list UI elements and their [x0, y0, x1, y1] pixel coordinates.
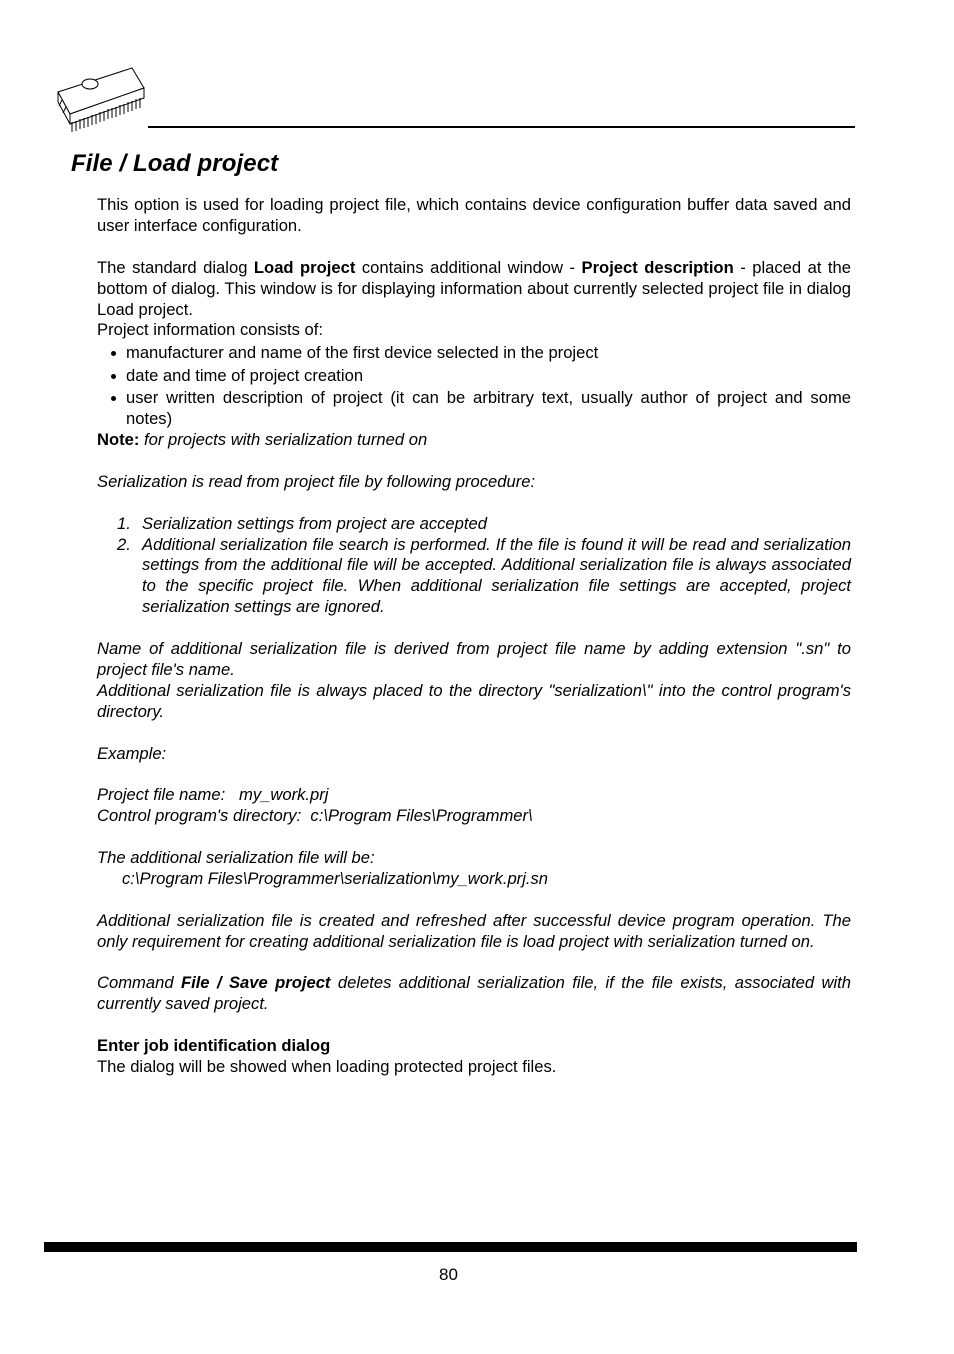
page-number: 80	[439, 1265, 458, 1284]
dialog-paragraph	[97, 258, 851, 321]
procedure-intro: Serialization is read from project file by following procedure:	[97, 471, 536, 491]
text-run: The standard dialog	[97, 257, 254, 277]
bold-term: File / Save project	[180, 973, 331, 993]
note-text: for projects with serialization turned on	[139, 430, 428, 450]
bold-term: Project description	[581, 257, 734, 277]
step-text: Serialization settings from project are accepted	[142, 513, 487, 533]
directory-paragraph: Additional serialization file is always placed to the directory "serialization\" into the control program's directory.	[97, 680, 851, 721]
list-item	[97, 535, 851, 619]
note-paragraph	[97, 430, 851, 451]
text-run: deletes additional serialization file, if the file exists, associated with currently saved project.	[97, 973, 851, 1014]
text-run: Command	[97, 973, 181, 993]
list-item: manufacturer and name of the first device selected in the project	[97, 343, 851, 364]
ic-chip-icon	[54, 62, 150, 136]
procedure-steps	[97, 514, 851, 619]
subheading-text: Enter job identification dialog	[97, 1036, 331, 1056]
body-content	[97, 195, 851, 1078]
subheading-paragraph: The dialog will be showed when loading protected project files.	[97, 1057, 557, 1077]
result-label: The additional serialization file will be:	[97, 848, 375, 868]
footer-rule	[44, 1242, 857, 1252]
step-number: 1.	[117, 513, 131, 533]
command-paragraph	[97, 973, 851, 1015]
page-title: File / Load project	[71, 150, 279, 177]
example-label: Example:	[97, 743, 167, 763]
result-path: c:\Program Files\Programmer\serialization\my_work.prj.sn	[122, 868, 549, 888]
list-item: date and time of project creation	[97, 366, 851, 387]
step-number: 2.	[117, 534, 131, 554]
example-directory: Control program's directory: c:\Program Files\Programmer\	[97, 806, 533, 826]
note-label: Note:	[97, 430, 140, 450]
naming-paragraph: Name of additional serialization file is derived from project file name by adding extension ".sn" to project file's name.	[97, 639, 851, 679]
bold-term: Load project	[253, 257, 356, 277]
text-run: contains additional window -	[355, 257, 582, 277]
info-list	[97, 343, 851, 430]
list-item	[97, 514, 851, 535]
info-intro: Project information consists of:	[97, 320, 323, 340]
header-rule	[148, 126, 855, 128]
intro-paragraph: This option is used for loading project file, which contains device configuration buffer data saved and user interface configuration.	[97, 195, 851, 235]
example-project: Project file name: my_work.prj	[97, 785, 329, 805]
text-run: - placed at the bottom of dialog. This window is for displaying information about currently selected project file in dialog Load project.	[97, 257, 851, 319]
subheading	[97, 1036, 851, 1057]
list-item: user written description of project (it can be arbitrary text, usually author of project and some notes)	[97, 388, 851, 430]
refresh-paragraph: Additional serialization file is created and refreshed after successful device program operation. The only requirement for creating additional serialization file is load project with serialization turned on.	[97, 910, 851, 951]
step-text: Additional serialization file search is performed. If the file is found it will be read and serialization settings from the additional file will be accepted. Additional serialization file is always associated to the specific project file. When additional serialization file settings are accepted, project serialization settings are ignored.	[142, 534, 851, 617]
